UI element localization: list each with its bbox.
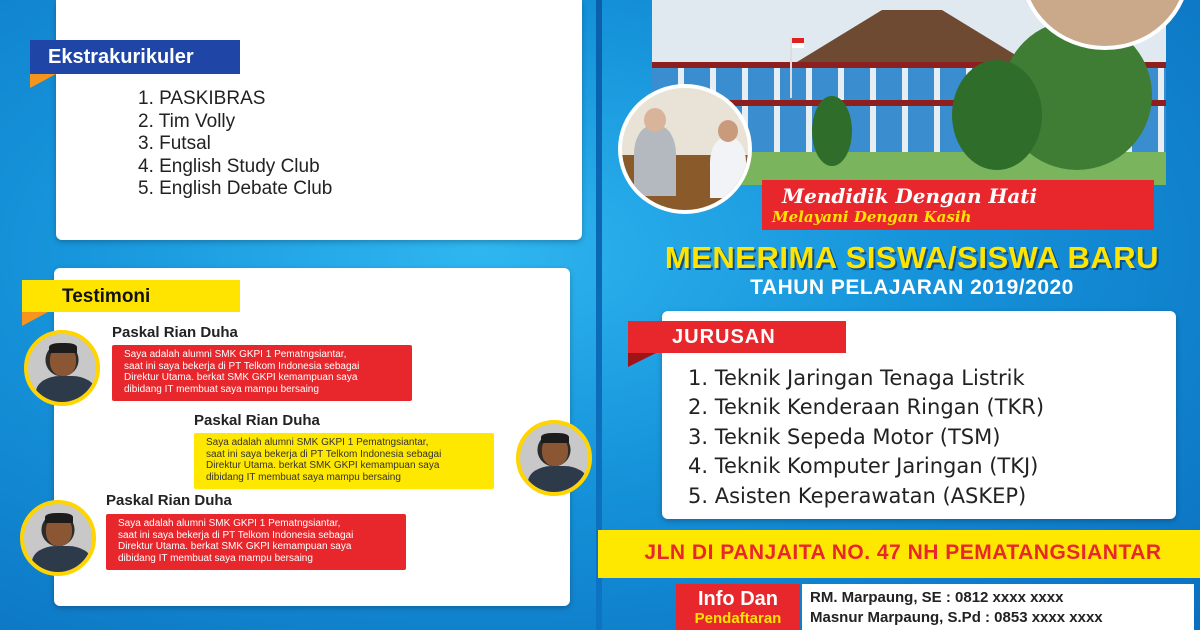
testimoni-avatar — [516, 420, 592, 496]
info-pendaftaran-box — [676, 584, 800, 630]
ekstrakurikuler-item: 3. Futsal — [138, 133, 211, 154]
slogan-banner — [762, 180, 1154, 230]
testimoni-bubble — [106, 514, 406, 570]
jurusan-item: 2. Teknik Kenderaan Ringan (TKR) — [688, 395, 1045, 420]
ekstrakurikuler-list — [138, 88, 332, 201]
testimoni-bubble — [112, 345, 412, 401]
testimoni-text-line: Direktur Utama. berkat SMK GKPI kemampuan saya — [124, 372, 358, 383]
testimoni-text-line: dibidang IT membuat saya mampu bersaing — [118, 552, 313, 564]
testimoni-name: Paskal Rian Duha — [112, 324, 238, 341]
testimoni-name: Paskal Rian Duha — [194, 412, 320, 429]
ekstrakurikuler-item: 2. Tim Volly — [138, 110, 236, 132]
address-text: JLN DI PANJAITA NO. 47 NH PEMATANGSIANTAR — [644, 541, 1162, 564]
office-meeting-photo — [618, 84, 752, 214]
jurusan-label-tail — [628, 353, 656, 367]
info-line2: Pendaftaran — [694, 610, 782, 627]
ekstrakurikuler-label: Ekstrakurikuler — [30, 40, 240, 74]
ekstrakurikuler-item: 5. English Debate Club — [138, 178, 333, 199]
ekstrakurikuler-label-tail — [30, 74, 56, 88]
testimoni-text-line: Direktur Utama. berkat SMK GKPI kemampuan saya — [118, 541, 352, 552]
jurusan-list — [688, 364, 1044, 511]
testimoni-text-line: Saya adalah alumni SMK GKPI 1 Pematngsiantar, — [206, 437, 429, 448]
testimoni-text-line: dibidang IT membuat saya mampu bersaing — [124, 383, 319, 395]
headline: MENERIMA SISWA/SISWA BARU — [664, 240, 1160, 275]
jurusan-item: 4. Teknik Komputer Jaringan (TKJ) — [688, 454, 1039, 479]
contact-item: Masnur Marpaung, S.Pd : 0853 xxxx xxxx — [810, 609, 1103, 626]
jurusan-label: JURUSAN — [628, 321, 846, 353]
testimoni-text-line: saat ini saya bekerja di PT Telkom Indonesia sebagai — [124, 360, 360, 372]
jurusan-item: 5. Asisten Keperawatan (ASKEP) — [688, 483, 1027, 508]
subheadline: TAHUN PELAJARAN 2019/2020 — [750, 276, 1074, 299]
testimoni-text-line: Direktur Utama. berkat SMK GKPI kemampuan saya — [206, 460, 440, 471]
ekstrakurikuler-item: 1. PASKIBRAS — [138, 88, 266, 109]
testimoni-text-line: dibidang IT membuat saya mampu bersaing — [206, 471, 401, 483]
contact-item: RM. Marpaung, SE : 0812 xxxx xxxx — [810, 589, 1064, 606]
testimoni-avatar — [20, 500, 96, 576]
testimoni-text-line: saat ini saya bekerja di PT Telkom Indonesia sebagai — [118, 529, 354, 541]
testimoni-label-tail — [22, 312, 48, 326]
testimoni-text-line: Saya adalah alumni SMK GKPI 1 Pematngsiantar, — [124, 349, 347, 360]
testimoni-avatar — [24, 330, 100, 406]
jurusan-item: 3. Teknik Sepeda Motor (TSM) — [688, 424, 1001, 449]
testimoni-text-line: saat ini saya bekerja di PT Telkom Indonesia sebagai — [206, 448, 442, 460]
slogan-line1: Mendidik Dengan Hati — [782, 184, 1038, 208]
ekstrakurikuler-item: 4. English Study Club — [138, 155, 320, 177]
testimoni-label: Testimoni — [22, 280, 240, 312]
jurusan-item: 1. Teknik Jaringan Tenaga Listrik — [688, 366, 1025, 390]
slogan-line2: Melayani Dengan Kasih — [772, 208, 972, 226]
testimoni-name: Paskal Rian Duha — [106, 492, 232, 509]
testimoni-bubble — [194, 433, 494, 489]
contact-list — [802, 584, 1194, 630]
testimoni-text-line: Saya adalah alumni SMK GKPI 1 Pematngsiantar, — [118, 518, 341, 529]
info-line1: Info Dan — [698, 588, 778, 610]
